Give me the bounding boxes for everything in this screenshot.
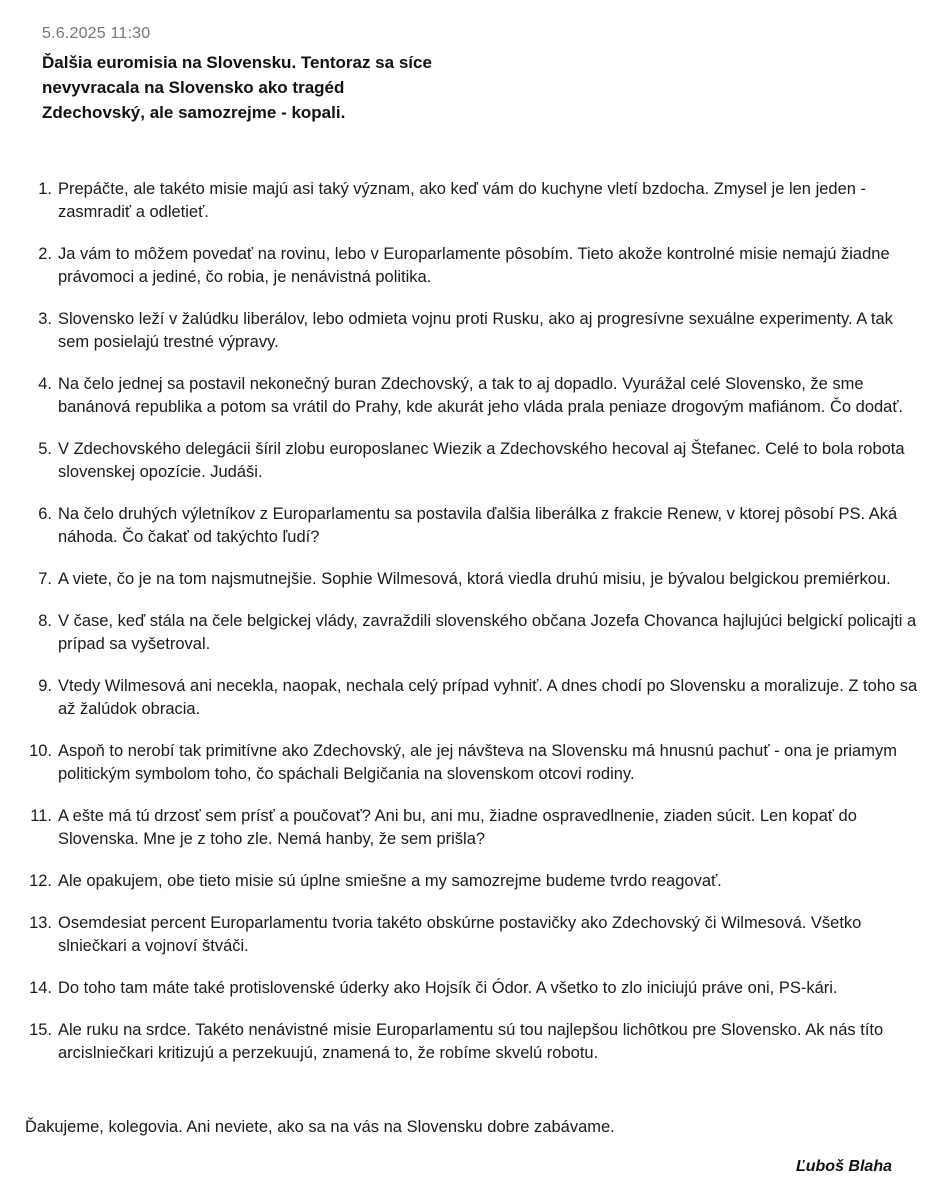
item-number: 13. bbox=[29, 914, 52, 932]
item-text: Ale opakujem, obe tieto misie sú úplne smiešne a my samozrejme budeme tvrdo reagovať. bbox=[58, 872, 722, 890]
item-number: 8. bbox=[38, 612, 52, 630]
author-signature: Ľuboš Blaha bbox=[795, 1158, 892, 1175]
list-item bbox=[0, 178, 920, 224]
item-text: Prepáčte, ale takéto misie majú asi taký význam, ako keď vám do kuchyne vletí bzdocha. Zmysel je len jeden - zasmradiť a odletieť. bbox=[58, 180, 867, 221]
item-number: 10. bbox=[29, 742, 52, 760]
list-item bbox=[0, 373, 920, 419]
item-number: 15. bbox=[29, 1021, 52, 1039]
list-item bbox=[0, 438, 920, 484]
list-item bbox=[0, 870, 920, 893]
item-number: 5. bbox=[38, 440, 52, 458]
list-item bbox=[0, 977, 920, 1000]
item-text: Slovensko leží v žalúdku liberálov, lebo odmieta vojnu proti Rusku, ako aj progresívne sexuálne experimenty. A tak sem posielajú trestné výpravy. bbox=[58, 310, 893, 351]
list-item bbox=[0, 308, 920, 354]
item-text: V Zdechovského delegácii šíril zlobu europoslanec Wiezik a Zdechovského hecoval aj Štefanec. Celé to bola robota slovenskej opozície. Judáši. bbox=[58, 440, 905, 481]
item-number: 14. bbox=[29, 979, 52, 997]
post-headline: Ďalšia euromisia na Slovensku. Tentoraz sa síce nevyvracala na Slovensko ako tragéd Zdechovský, ale samozrejme - kopali. bbox=[42, 53, 432, 122]
item-text: Osemdesiat percent Europarlamentu tvoria takéto obskúrne postavičky ako Zdechovský či Wilmesová. Všetko slniečkari a vojnoví štváči. bbox=[58, 914, 862, 955]
closing-line: Ďakujeme, kolegovia. Ani neviete, ako sa na vás na Slovensku dobre zabávame. bbox=[25, 1118, 615, 1136]
item-number: 12. bbox=[29, 872, 52, 890]
post-timestamp: 5.6.2025 11:30 bbox=[42, 25, 151, 42]
list-item bbox=[0, 740, 920, 786]
item-number: 1. bbox=[38, 180, 52, 198]
item-text: V čase, keď stála na čele belgickej vlády, zavraždili slovenského občana Jozefa Chovanca hajlujúci belgickí policajti a prípad sa vyšetroval. bbox=[58, 612, 917, 653]
numbered-points-list bbox=[0, 178, 920, 1084]
list-item bbox=[0, 610, 920, 656]
item-text: Na čelo druhých výletníkov z Europarlamentu sa postavila ďalšia liberálka z frakcie Renew, v ktorej pôsobí PS. Aká náhoda. Čo čakať od takýchto ľudí? bbox=[58, 505, 898, 546]
list-item bbox=[0, 503, 920, 549]
item-number: 2. bbox=[38, 245, 52, 263]
list-item bbox=[0, 243, 920, 289]
item-text: A ešte má tú drzosť sem prísť a poučovať? Ani bu, ani mu, žiadne ospravedlnenie, ziaden súcit. Len kopať do Slovenska. Mne je z toho zle. Nemá hanby, že sem prišla? bbox=[58, 807, 857, 848]
item-text: Vtedy Wilmesová ani necekla, naopak, nechala celý prípad vyhniť. A dnes chodí po Slovensku a moralizuje. Z toho sa až žalúdok obracia. bbox=[58, 677, 918, 718]
list-item bbox=[0, 805, 920, 851]
list-item bbox=[0, 1019, 920, 1065]
list-item bbox=[0, 912, 920, 958]
item-text: Ja vám to môžem povedať na rovinu, lebo v Europarlamente pôsobím. Tieto akože kontrolné misie nemajú žiadne právomoci a jediné, čo robia, je nenávistná politika. bbox=[58, 245, 890, 286]
list-item bbox=[0, 568, 920, 591]
item-text: Na čelo jednej sa postavil nekonečný buran Zdechovský, a tak to aj dopadlo. Vyurážal celé Slovensko, že sme banánová republika a potom sa vrátil do Prahy, kde akurát jeho vláda prala peniaze drogovým mafiánom. Čo dodať. bbox=[58, 375, 904, 416]
list-item bbox=[0, 675, 920, 721]
item-number: 6. bbox=[38, 505, 52, 523]
item-text: Aspoň to nerobí tak primitívne ako Zdechovský, ale jej návšteva na Slovensku má hnusnú pachuť - ona je priamym politickým symbolom toho, čo spáchali Belgičania na slovenskom otcovi rodiny. bbox=[58, 742, 897, 783]
item-text: A viete, čo je na tom najsmutnejšie. Sophie Wilmesová, ktorá viedla druhú misiu, je bývalou belgickou premiérkou. bbox=[58, 570, 891, 588]
item-text: Ale ruku na srdce. Takéto nenávistné misie Europarlamentu sú tou najlepšou lichôtkou pre Slovensko. Ak nás títo arcislniečkari kritizujú a perzekuujú, znamená to, že robíme skvelú robotu. bbox=[58, 1021, 884, 1062]
item-number: 9. bbox=[38, 677, 52, 695]
item-number: 7. bbox=[38, 570, 52, 588]
item-text: Do toho tam máte také protislovenské úderky ako Hojsík či Ódor. A všetko to zlo iniciujú práve oni, PS-kári. bbox=[58, 979, 838, 997]
item-number: 3. bbox=[38, 310, 52, 328]
item-number: 11. bbox=[30, 807, 52, 825]
item-number: 4. bbox=[38, 375, 52, 393]
